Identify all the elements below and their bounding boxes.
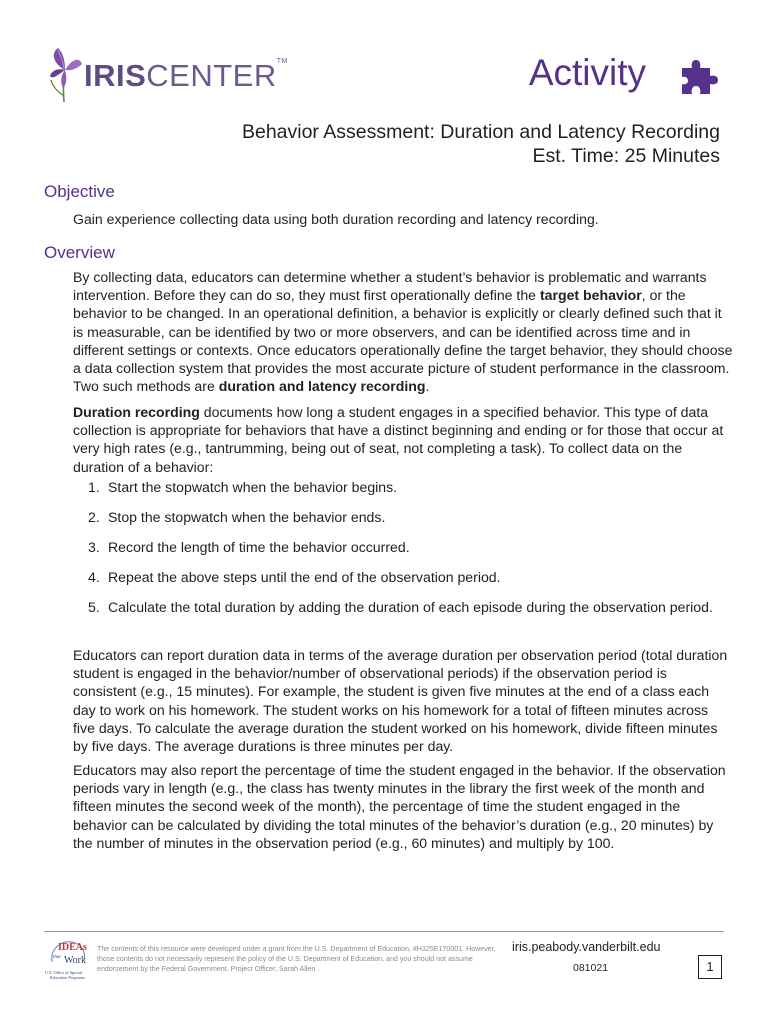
document-code: 081021 [573, 962, 609, 974]
page-header [0, 0, 768, 110]
list-item [73, 568, 733, 586]
osep-line-2: Education Programs [50, 975, 85, 980]
step-number: 5. [88, 599, 100, 615]
estimated-time: Est. Time: 25 Minutes [532, 145, 720, 167]
iris-flower-icon [44, 44, 86, 104]
term-duration-recording: Duration recording [73, 404, 200, 420]
activity-title [242, 120, 720, 168]
list-item [73, 478, 733, 496]
puzzle-piece-icon [680, 56, 722, 96]
logo-wordmark [84, 58, 288, 94]
overview-paragraph-4: Educators may also report the percentage of time the student engaged in the behavior. If the observation periods vary in length (e.g., the class has twenty minutes in the library the first week of the month and fifteen minutes the second week of the month), the percentage of time the student engaged in the behavior can be calculated by dividing the total minutes of the behavior’s duration (e.g., 20 minutes) by the number of minutes in the observation period (e.g., 60 minutes) and multiply by 100. [73, 762, 726, 851]
overview-paragraph-2 [73, 403, 733, 476]
page-number: 1 [698, 955, 722, 979]
trademark-mark: TM [276, 58, 288, 65]
that-text: that [53, 955, 61, 960]
overview-paragraph-3: Educators can report duration data in terms of the average duration per observation period (total duration student is engaged in the behavior/number of observational periods) if the observation period is consistent (e.g., 15 minutes). For example, the student is given five minutes at the end of a class each day to work on his homework. The student works on his homework for a total of fifteen minutes across five days. To calculate the average duration the student worked on his homework, divide fifteen minutes by five days. The average durations is three minutes per day. [73, 647, 728, 755]
footer-url: iris.peabody.vanderbilt.edu [512, 940, 661, 954]
step-number: 3. [88, 539, 100, 555]
title-line: Behavior Assessment: Duration and Latency Recording [241, 121, 720, 143]
text-run: , or the behavior to be changed. In an operational definition, a behavior is explicitly or clearly defined such that it is measurable, can be identified by two or more observers, and can be identified across time and in different settings or contexts. Once educators operationally define the target behavior, they should choose a data collection system that provides the most accurate picture of student performance in the classroom. Two such methods are [73, 287, 733, 395]
objective-heading: Objective [44, 182, 115, 201]
logo-bold-text: IRIS [84, 58, 147, 93]
work-text: Work [64, 955, 86, 966]
osep-line-1: U.S. Office of Special [45, 970, 83, 975]
list-item [73, 598, 733, 616]
text-run: documents how long a student engages in a specified behavior. This type of data collection is appropriate for behaviors that have a distinct beginning and ending or for those that occur at very high rates (e.g., tantrumming, being out of seat, not completing a task). To collect data on the duration of a behavior: [73, 404, 724, 475]
overview-heading: Overview [44, 243, 115, 262]
step-text: Record the length of time the behavior occurred. [108, 539, 410, 555]
activity-label: Activity [528, 52, 646, 93]
step-number: 2. [88, 509, 100, 525]
list-item [73, 538, 733, 556]
term-target-behavior: target behavior [539, 287, 642, 304]
step-text: Calculate the total duration by adding the duration of each episode during the observation period. [108, 599, 713, 615]
overview-paragraph-1 [73, 268, 733, 395]
step-text: Start the stopwatch when the behavior begins. [108, 479, 398, 495]
text-run: . [425, 378, 430, 395]
logo-light-text: CENTER [146, 58, 277, 93]
footer-divider [44, 931, 724, 932]
objective-text: Gain experience collecting data using both duration recording and latency recording. [73, 211, 599, 227]
funding-disclaimer: The contents of this resource were developed under a grant from the U.S. Department of Education, #H325E170001. However, those contents do not necessarily represent the policy of the U.S. Department of Education, and you should not assume endorsement by the Federal Government. Project Officer, Sarah Allen . [97, 945, 496, 973]
term-duration-latency: duration and latency recording [218, 378, 426, 395]
duration-steps-list [73, 478, 733, 628]
text-run: By collecting data, educators can determine whether a student’s behavior is problematic and warrants intervention. Before they can do so, they must first operationally define the [73, 269, 707, 304]
list-item [73, 508, 733, 526]
step-number: 4. [88, 569, 100, 585]
ideas-that-work-logo [44, 936, 92, 984]
step-text: Repeat the above steps until the end of the observation period. [108, 569, 501, 585]
ideas-text: IDEAs [58, 942, 87, 953]
step-number: 1. [88, 479, 100, 495]
step-text: Stop the stopwatch when the behavior ends. [108, 509, 386, 525]
